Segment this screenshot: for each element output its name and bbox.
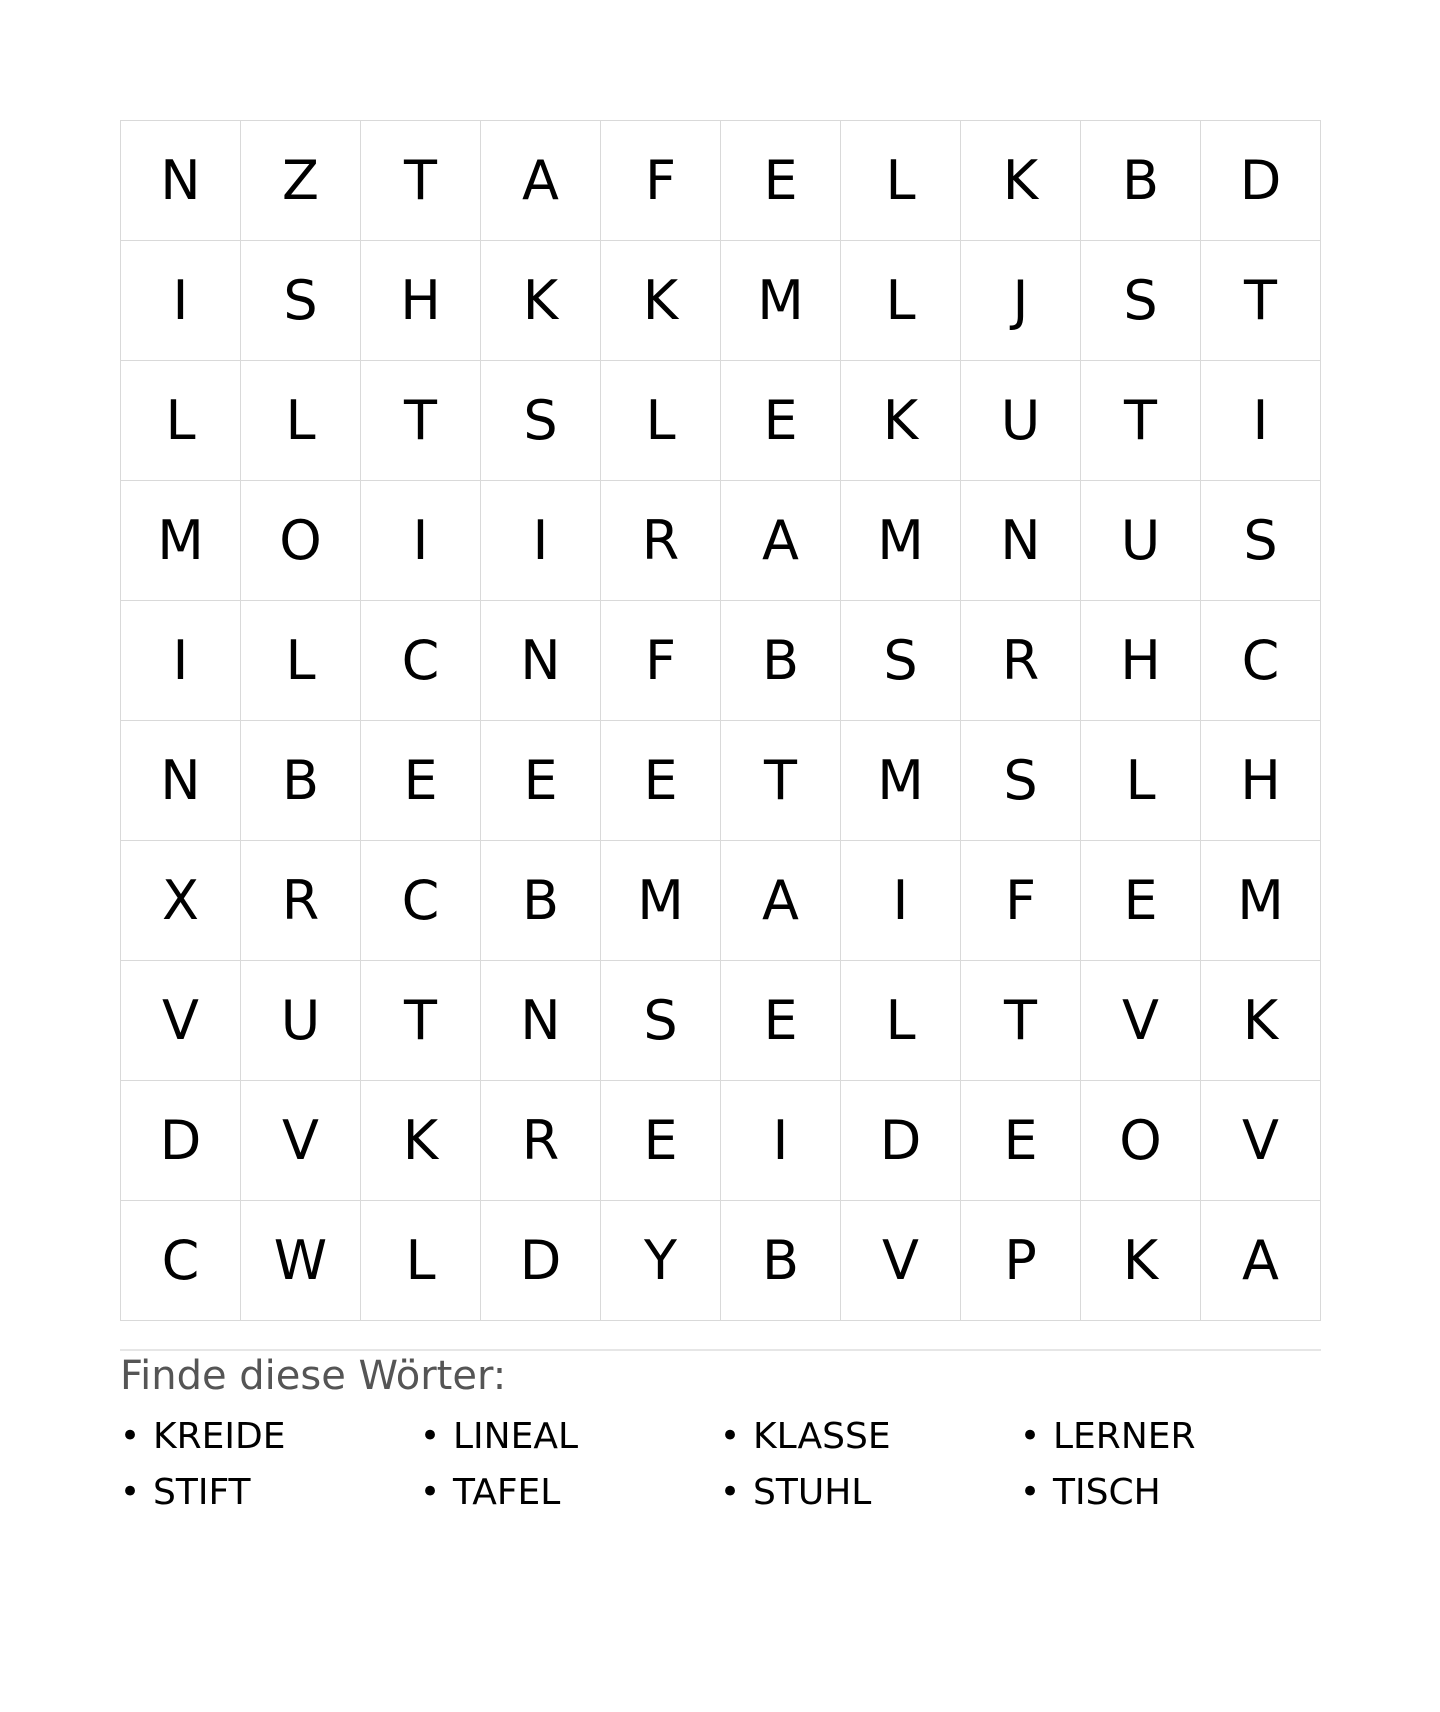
grid-cell[interactable]: N (121, 121, 241, 241)
grid-cell[interactable]: D (481, 1201, 601, 1321)
grid-cell[interactable]: V (841, 1201, 961, 1321)
word-label: KREIDE (153, 1415, 286, 1457)
grid-cell[interactable]: V (241, 1081, 361, 1201)
grid-cell[interactable]: I (361, 481, 481, 601)
word-label: KLASSE (753, 1415, 891, 1457)
grid-cell[interactable]: K (961, 121, 1081, 241)
grid-cell[interactable]: R (481, 1081, 601, 1201)
grid-cell[interactable]: C (361, 601, 481, 721)
grid-cell[interactable]: S (241, 241, 361, 361)
grid-cell[interactable]: D (121, 1081, 241, 1201)
bullet-icon: • (420, 1472, 441, 1512)
grid-cell[interactable]: U (1081, 481, 1201, 601)
grid-cell[interactable]: M (841, 481, 961, 601)
grid-cell[interactable]: K (1081, 1201, 1201, 1321)
grid-cell[interactable]: L (121, 361, 241, 481)
grid-cell[interactable]: J (961, 241, 1081, 361)
grid-cell[interactable]: M (721, 241, 841, 361)
word-list (120, 1408, 1320, 1520)
grid-cell[interactable]: V (1201, 1081, 1321, 1201)
grid-cell[interactable]: P (961, 1201, 1081, 1321)
grid-cell[interactable]: K (481, 241, 601, 361)
grid-cell[interactable]: E (961, 1081, 1081, 1201)
grid-cell[interactable]: V (121, 961, 241, 1081)
grid-cell[interactable]: M (121, 481, 241, 601)
grid-cell[interactable]: D (841, 1081, 961, 1201)
grid-cell[interactable]: M (601, 841, 721, 961)
grid-cell[interactable]: B (481, 841, 601, 961)
grid-cell[interactable]: I (121, 241, 241, 361)
instruction-text: Finde diese Wörter: (120, 1353, 507, 1399)
grid-cell[interactable]: Y (601, 1201, 721, 1321)
word-list-item (120, 1408, 420, 1464)
word-label: TAFEL (453, 1471, 561, 1513)
grid-cell[interactable]: E (721, 361, 841, 481)
word-list-item (1020, 1408, 1320, 1464)
grid-cell[interactable]: S (1081, 241, 1201, 361)
grid-cell[interactable]: C (361, 841, 481, 961)
word-list-item (720, 1408, 1020, 1464)
grid-cell[interactable]: E (361, 721, 481, 841)
divider (120, 1349, 1321, 1351)
grid-cell[interactable]: K (601, 241, 721, 361)
grid-cell[interactable]: U (241, 961, 361, 1081)
grid-cell[interactable]: F (961, 841, 1081, 961)
bullet-icon: • (420, 1416, 441, 1456)
grid-cell[interactable]: L (361, 1201, 481, 1321)
grid-cell[interactable]: R (241, 841, 361, 961)
bullet-icon: • (1020, 1416, 1041, 1456)
grid-cell[interactable]: S (601, 961, 721, 1081)
grid-cell[interactable]: I (481, 481, 601, 601)
grid-cell[interactable]: B (1081, 121, 1201, 241)
grid-cell[interactable]: W (241, 1201, 361, 1321)
grid-cell[interactable]: I (721, 1081, 841, 1201)
grid-cell[interactable]: T (361, 121, 481, 241)
grid-cell[interactable]: I (1201, 361, 1321, 481)
word-label: STUHL (753, 1471, 872, 1513)
bullet-icon: • (120, 1416, 141, 1456)
grid-cell[interactable]: B (241, 721, 361, 841)
word-list-item (720, 1464, 1020, 1520)
letter-grid (120, 120, 1321, 1321)
word-label: STIFT (153, 1471, 251, 1513)
grid-cell[interactable]: A (1201, 1201, 1321, 1321)
grid-cell[interactable]: B (721, 601, 841, 721)
grid-cell[interactable]: T (1201, 241, 1321, 361)
grid-cell[interactable]: L (1081, 721, 1201, 841)
grid-cell[interactable]: H (1081, 601, 1201, 721)
grid-cell[interactable]: L (601, 361, 721, 481)
grid-cell[interactable]: S (1201, 481, 1321, 601)
grid-cell[interactable]: N (961, 481, 1081, 601)
grid-cell[interactable]: O (241, 481, 361, 601)
grid-cell[interactable]: E (601, 1081, 721, 1201)
bullet-icon: • (1020, 1472, 1041, 1512)
word-list-item (420, 1408, 720, 1464)
grid-cell[interactable]: E (721, 961, 841, 1081)
word-list-item (1020, 1464, 1320, 1520)
grid-cell[interactable]: A (721, 841, 841, 961)
grid-cell[interactable]: I (121, 601, 241, 721)
bullet-icon: • (720, 1472, 741, 1512)
grid-cell[interactable]: F (601, 601, 721, 721)
word-label: LINEAL (453, 1415, 579, 1457)
grid-cell[interactable]: I (841, 841, 961, 961)
grid-cell[interactable]: C (121, 1201, 241, 1321)
grid-cell[interactable]: T (1081, 361, 1201, 481)
grid-cell[interactable]: O (1081, 1081, 1201, 1201)
grid-cell[interactable]: L (841, 961, 961, 1081)
grid-cell[interactable]: S (841, 601, 961, 721)
grid-cell[interactable]: L (841, 241, 961, 361)
grid-cell[interactable]: T (361, 961, 481, 1081)
grid-cell[interactable]: L (241, 601, 361, 721)
grid-cell[interactable]: F (601, 121, 721, 241)
grid-cell[interactable]: K (361, 1081, 481, 1201)
grid-cell[interactable]: E (721, 121, 841, 241)
grid-cell[interactable]: X (121, 841, 241, 961)
grid-cell[interactable]: K (1201, 961, 1321, 1081)
grid-cell[interactable]: M (1201, 841, 1321, 961)
grid-cell[interactable]: C (1201, 601, 1321, 721)
grid-cell[interactable]: T (721, 721, 841, 841)
grid-cell[interactable]: R (601, 481, 721, 601)
grid-cell[interactable]: R (961, 601, 1081, 721)
word-label: LERNER (1053, 1415, 1196, 1457)
grid-cell[interactable]: N (481, 961, 601, 1081)
grid-cell[interactable]: E (481, 721, 601, 841)
word-list-item (120, 1464, 420, 1520)
grid-cell[interactable]: S (481, 361, 601, 481)
grid-cell[interactable]: A (721, 481, 841, 601)
grid-cell[interactable]: L (841, 121, 961, 241)
grid-cell[interactable]: S (961, 721, 1081, 841)
bullet-icon: • (720, 1416, 741, 1456)
word-list-item (420, 1464, 720, 1520)
grid-cell[interactable]: T (961, 961, 1081, 1081)
grid-cell[interactable]: M (841, 721, 961, 841)
grid-cell[interactable]: B (721, 1201, 841, 1321)
grid-cell[interactable]: N (121, 721, 241, 841)
grid-cell[interactable]: L (241, 361, 361, 481)
grid-cell[interactable]: K (841, 361, 961, 481)
grid-cell[interactable]: T (361, 361, 481, 481)
grid-cell[interactable]: E (601, 721, 721, 841)
grid-cell[interactable]: U (961, 361, 1081, 481)
grid-cell[interactable]: H (1201, 721, 1321, 841)
word-label: TISCH (1053, 1471, 1161, 1513)
grid-cell[interactable]: E (1081, 841, 1201, 961)
grid-cell[interactable]: V (1081, 961, 1201, 1081)
grid-cell[interactable]: D (1201, 121, 1321, 241)
bullet-icon: • (120, 1472, 141, 1512)
grid-cell[interactable]: Z (241, 121, 361, 241)
grid-cell[interactable]: A (481, 121, 601, 241)
grid-cell[interactable]: N (481, 601, 601, 721)
grid-cell[interactable]: H (361, 241, 481, 361)
